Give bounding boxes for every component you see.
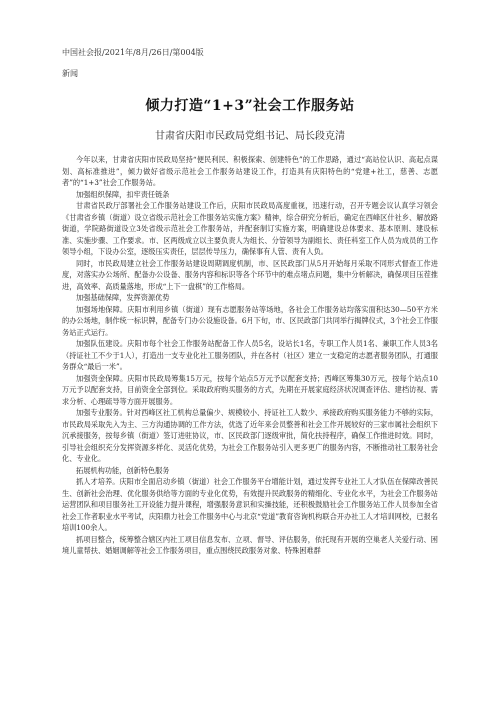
paragraph: 抓人才培养。庆阳市全面启动乡镇（街道）社会工作服务平台增能计划，通过发挥专业社工人才队伍在保障改善民生、创新社会治理、优化服务供给等方面的专业化优势，有效提升民政服务的精细化、专业化水平，为社会工作服务站运营团队和项目服务社工开设能力提升课程，增强服务意识和实操技能，还积极鼓励社会工作服务站工作人员参加全省社会工作者职业水平考试，庆阳鼎力社会工作服务中心与北京“党道”教育咨询机构联合开办社工人才培训网校，已报名培训100余人。	[62, 477, 438, 532]
source-line: 中国社会报/2021年/8月/26日/第004版	[62, 48, 204, 57]
paragraph: 加强场地保障。庆阳市利用乡镇（街道）现有志愿服务站等场地，各社会工作服务站均落实面积达30—50平方米的办公场地，制作统一标识牌，配备专门办公设施设备。6月下旬，市、区民政部门共同举行揭牌仪式，3个社会工作服务站正式运行。	[62, 304, 438, 337]
subheading: 加强组织保障，扣牢责任链条	[76, 189, 170, 199]
article-meta	[62, 48, 204, 90]
paragraph: 同时，市民政局建立社会工作服务站建设周期调度机制，市、区民政部门从5月开始每月采取不同形式督查工作进度，对落实办公场所、配备办公设备、服务内容和标识等各个环节中的难点堵点问题，集中分析解决，确保项目压茬推进，高效率、高质量落地，形成“上下一盘棋”的工作格局。	[62, 258, 438, 291]
section-label: 新闻	[62, 69, 78, 78]
article-body	[62, 154, 438, 557]
paragraph: 加强资金保障。庆阳市民政局筹集15万元，按每个站点5万元予以配套支持；西峰区筹集30万元，按每个站点10万元予以配套支持，目前资金全部到位。采取政府购买服务的方式，先期在开展家庭经济状况调查评估、建档访视、需求分析、心理疏导等方面开展服务。	[62, 373, 438, 406]
subheading: 拓展机构功能，创新特色服务	[76, 465, 170, 475]
paragraph: 甘肃省民政厅部署社会工作服务站建设工作后，庆阳市民政局高度重视，迅速行动，召开专题会议认真学习领会《甘肃省乡镇（街道）设立省级示范社会工作服务站实施方案》精神，综合研究分析后，确定在西峰区什社乡、解放路街道，学院路街道设立3处省级示范社会工作服务站，并配套制订实施方案，明确建设总体要求、基本原则、建设标准、实施步骤、工作要求。市、区两级成立以主要负责人为组长、分管领导为副组长、责任科室工作人员为成员的工作领导小组，下设办公室，逐级压实责任，层层传导压力，确保事有人管、责有人负。	[62, 201, 438, 256]
paragraph: 加强专业服务。针对西峰区社工机构总量偏少、规模较小、持证社工人数少、承接政府购买服务能力不够的实际，市民政局采取先入为主、三方沟通协调的工作方法，优选了近年来会员整善和社会工作开展较好的三家市属社会组织下沉承接服务，按每乡镇（街道）签订进驻协议，市、区民政部门逐级审批，简化扶持程序，确保工作推进时效。同时，引导社会组织充分发挥资源多样化、灵活化优势，为社会工作服务站引入更多更广的服务内容，不断推动社工服务社会化、专业化。	[62, 408, 438, 463]
paragraph: 今年以来，甘肃省庆阳市民政局坚持“便民利民、积极探索、创建特色”的工作思路，通过“高站位认识、高起点谋划、高标准推进”，倾力做好省级示范社会工作服务站建设工作，打造具有庆阳特色的“党建+社工，慈善、志愿者”的“1+3”社会工作服务站。	[62, 155, 438, 187]
article-byline: 甘肃省庆阳市民政局党组书记、局长段克清	[155, 131, 345, 142]
paragraph: 抓项目整合，统筹整合辖区内社工项目信息发布、立项、督导、评估服务，依托现有开展的空巢老人关爱行动、困境儿童帮扶、婚姻调解等社会工作服务项目，重点围绕民政服务对象、特殊困难群	[62, 534, 438, 555]
subheading: 加强基础保障，发挥资源优势	[76, 293, 170, 302]
paragraph: 加强队伍建设。庆阳市每个社会工作服务站配备工作人员5名，设站长1名，专职工作人员1名、兼职工作人员3名（持证社工不少于1人），打造出一支专业化社工服务团队，并在各村（社区）建立一支稳定的志愿者服务团队，打通服务群众“最后一米”。	[62, 339, 438, 371]
article-title: 倾力打造“1+3”社会工作服务站	[145, 98, 355, 114]
